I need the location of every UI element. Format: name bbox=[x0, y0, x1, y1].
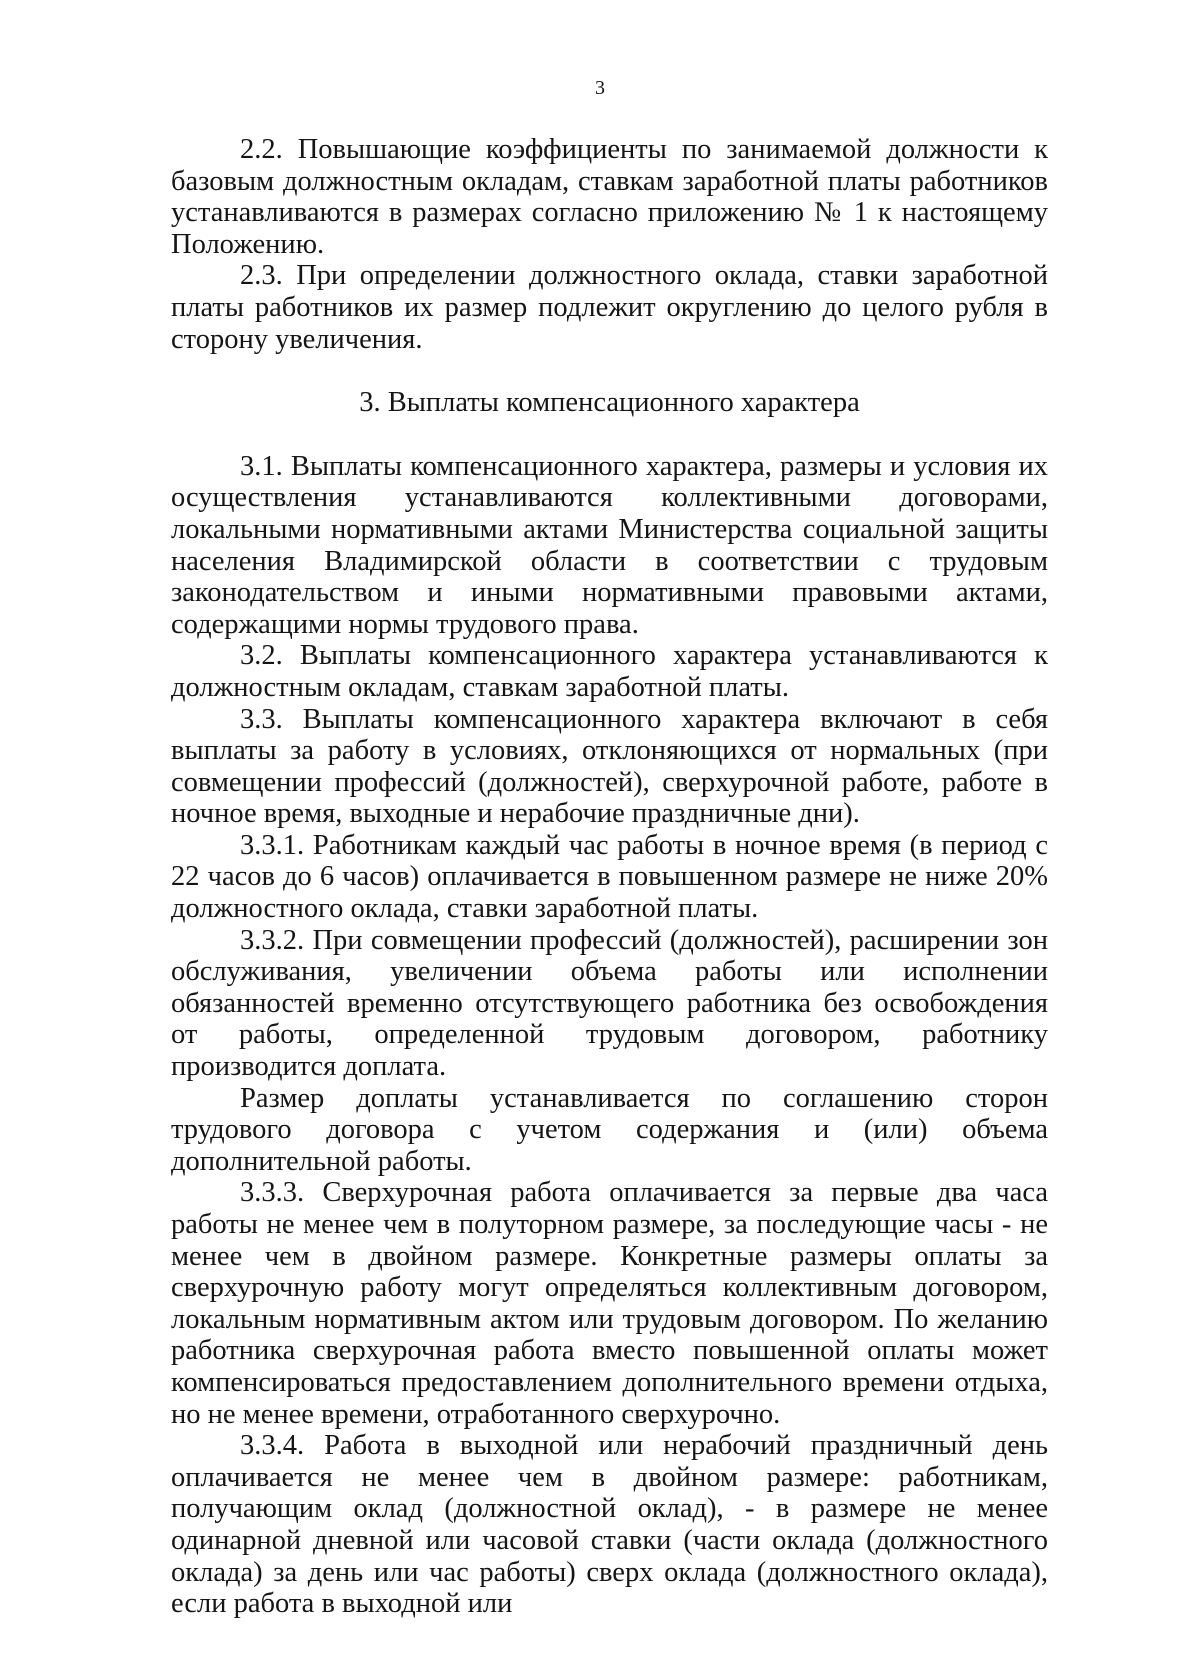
paragraph-3-3-3: 3.3.3. Сверхурочная работа оплачивается за первые два часа работы не менее чем в полуторном размере, за последующие часы - не менее чем в двойном размере. Конкретные размеры оплаты за сверхурочную работу могут определяться коллективным договором, локальным нормативным актом или трудовым договором. По желанию работника сверхурочная работа вместо повышенной оплаты может компенсироваться предоставлением дополнительного времени отдыха, но не менее времени, отработанного сверхурочно. bbox=[171, 1177, 1048, 1430]
paragraph-3-3-1: 3.3.1. Работникам каждый час работы в ночное время (в период с 22 часов до 6 часов) оплачивается в повышенном размере не ниже 20% должностного оклада, ставки заработной платы. bbox=[171, 829, 1048, 925]
paragraph-3-3-4: 3.3.4. Работа в выходной или нерабочий праздничный день оплачивается не менее чем в двойном размере: работникам, получающим оклад (должностной оклад), - в размере не менее одинарной дневной или часовой ставки (части оклада (должностного оклада) за день или час работы) сверх оклада (должностного оклада), если работа в выходной или bbox=[171, 1430, 1048, 1620]
paragraph-2-2: 2.2. Повышающие коэффициенты по занимаемой должности к базовым должностным окладам, ставкам заработной платы работников устанавливаются в размерах согласно приложению № 1 к настоящему Положению. bbox=[171, 134, 1048, 260]
section-title: 3. Выплаты компенсационного характера bbox=[359, 387, 860, 419]
document-body bbox=[171, 134, 1048, 1620]
paragraph-3-3: 3.3. Выплаты компенсационного характера включают в себя выплаты за работу в условиях, отклоняющихся от нормальных (при совмещении профессий (должностей), сверхурочной работе, работе в ночное время, выходные и нерабочие праздничные дни). bbox=[171, 703, 1048, 830]
paragraph-3-3-2: 3.3.2. При совмещении профессий (должностей), расширении зон обслуживания, увеличении объема работы или исполнении обязанностей временно отсутствующего работника без освобождения от работы, определенной трудовым договором, работнику производится доплата. bbox=[171, 924, 1048, 1083]
paragraph-3-2: 3.2. Выплаты компенсационного характера устанавливаются к должностным окладам, ставкам заработной платы. bbox=[171, 640, 1048, 703]
paragraph-additional-payment: Размер доплаты устанавливается по соглашению сторон трудового договора с учетом содержания и (или) объема дополнительной работы. bbox=[171, 1082, 1048, 1177]
paragraph-3-1: 3.1. Выплаты компенсационного характера, размеры и условия их осуществления устанавливаются коллективными договорами, локальными нормативными актами Министерства социальной защиты населения Владимирской области в соответствии с трудовым законодательством и иными нормативными правовыми актами, содержащими нормы трудового права. bbox=[171, 450, 1048, 640]
page-number: 3 bbox=[595, 77, 605, 99]
paragraph-2-3: 2.3. При определении должностного оклада, ставки заработной платы работников их размер подлежит округлению до целого рубля в сторону увеличения. bbox=[171, 260, 1048, 355]
